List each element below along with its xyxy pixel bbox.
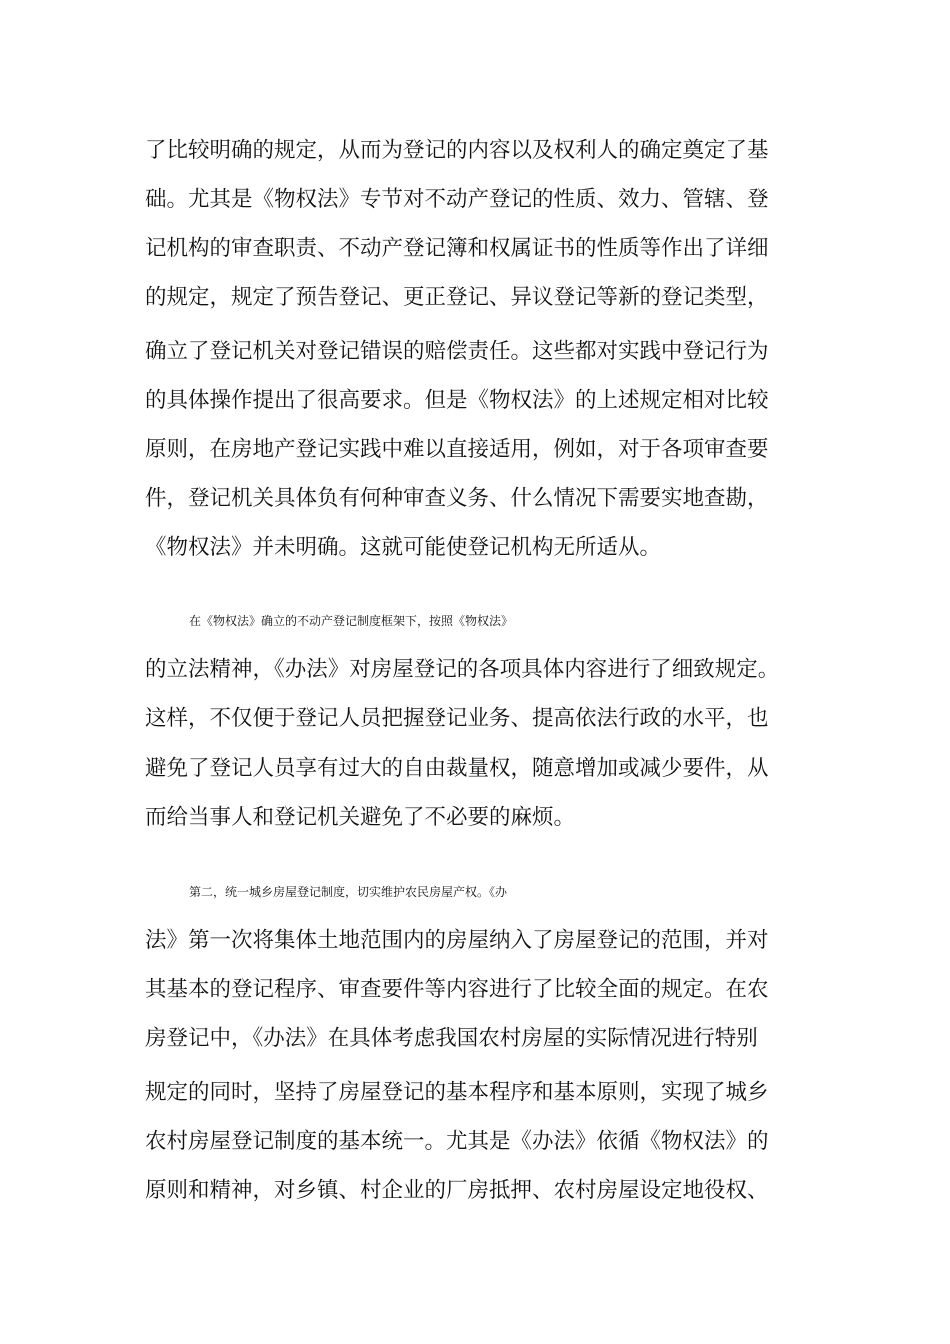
- paragraph-line: 房登记中，《办法》在具体考虑我国农村房屋的实际情况进行特别: [145, 1026, 758, 1051]
- paragraph-line: 其基本的登记程序、审查要件等内容进行了比较全面的规定。在农: [145, 977, 769, 1002]
- paragraph-line: 的规定，规定了预告登记、更正登记、异议登记等新的登记类型，: [145, 285, 769, 310]
- paragraph-line: 这样，不仅便于登记人员把握登记业务、提高依法行政的水平，也: [145, 706, 769, 731]
- paragraph-line: 避免了登记人员享有过大的自由裁量权，随意增加或减少要件，从: [145, 756, 769, 781]
- paragraph-line: 记机构的审查职责、不动产登记簿和权属证书的性质等作出了详细: [145, 236, 769, 261]
- paragraph-line: 在《物权法》确立的不动产登记制度框架下，按照《物权法》: [189, 614, 514, 628]
- paragraph-line: 原则，在房地产登记实践中难以直接适用，例如，对于各项审查要: [145, 437, 769, 462]
- paragraph-line: 的立法精神，《办法》对房屋登记的各项具体内容进行了细致规定。: [145, 657, 780, 682]
- paragraph-line: 原则和精神，对乡镇、村企业的厂房抵押、农村房屋设定地役权、: [145, 1178, 769, 1203]
- paragraph-line: 《物权法》并未明确。这就可能使登记机构无所适从。: [145, 535, 662, 560]
- paragraph-line: 规定的同时，坚持了房屋登记的基本程序和基本原则，实现了城乡: [145, 1080, 769, 1105]
- paragraph-line: 的具体操作提出了很高要求。但是《物权法》的上述规定相对比较: [145, 388, 769, 413]
- paragraph-line: 第二，统一城乡房屋登记制度，切实维护农民房屋产权。《办: [189, 885, 508, 899]
- paragraph-line: 而给当事人和登记机关避免了不必要的麻烦。: [145, 805, 576, 830]
- paragraph-line: 础。尤其是《物权法》专节对不动产登记的性质、效力、管辖、登: [145, 187, 769, 212]
- paragraph-line: 了比较明确的规定，从而为登记的内容以及权利人的确定奠定了基: [145, 138, 769, 163]
- paragraph-line: 件，登记机关具体负有何种审查义务、什么情况下需要实地查勘，: [145, 486, 769, 511]
- paragraph-line: 法》第一次将集体土地范围内的房屋纳入了房屋登记的范围，并对: [145, 928, 769, 953]
- paragraph-line: 确立了登记机关对登记错误的赔偿责任。这些都对实践中登记行为: [145, 339, 769, 364]
- paragraph-line: 农村房屋登记制度的基本统一。尤其是《办法》依循《物权法》的: [145, 1129, 769, 1154]
